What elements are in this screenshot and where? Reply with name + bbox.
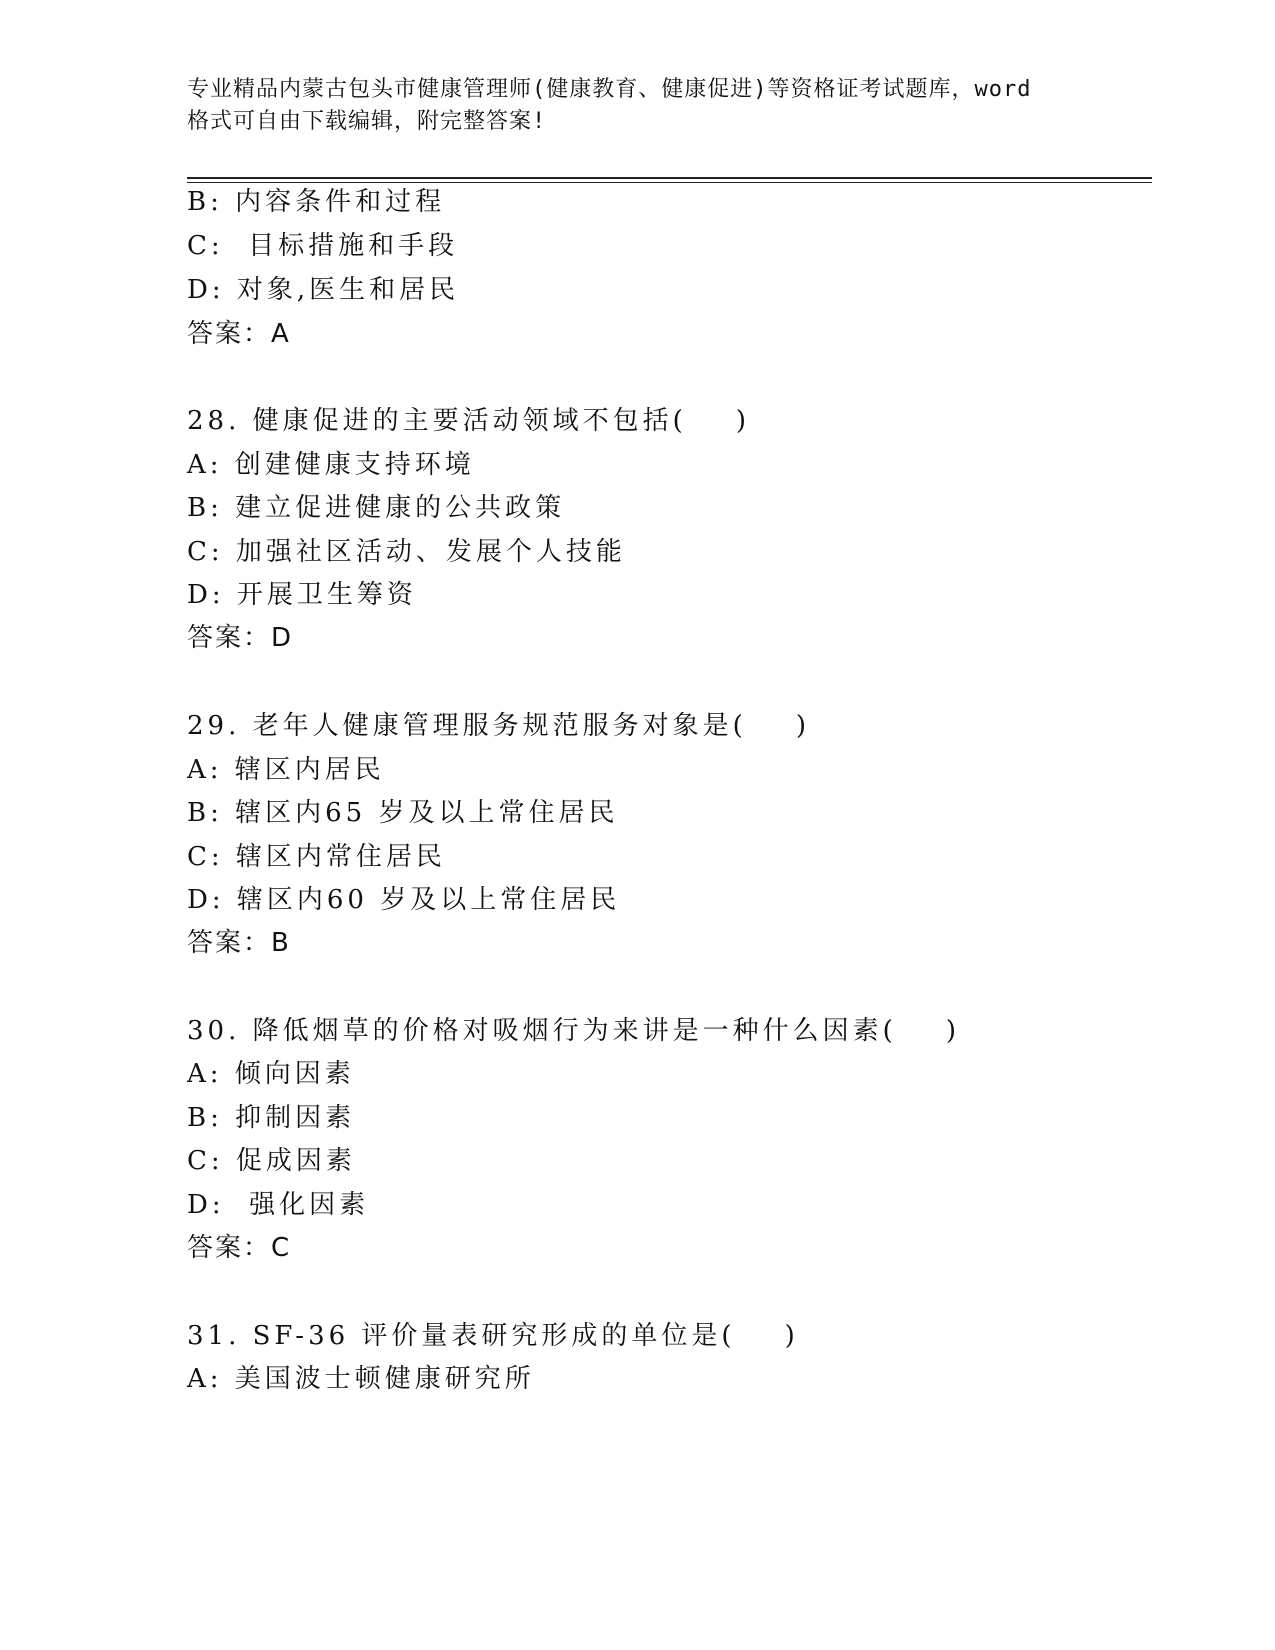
q29-option-a: A: 辖区内居民 <box>187 755 385 785</box>
q30-question: 30. 降低烟草的价格对吸烟行为来讲是一种什么因素( ) <box>187 1016 960 1046</box>
q30-option-b: B: 抑制因素 <box>187 1103 356 1133</box>
q29-option-c: C: 辖区内常住居民 <box>187 842 446 872</box>
q28-option-c: C: 加强社区活动、发展个人技能 <box>187 537 626 567</box>
q29-question: 29. 老年人健康管理服务规范服务对象是( ) <box>187 711 810 741</box>
q29-option-b: B: 辖区内65 岁及以上常住居民 <box>187 798 619 828</box>
header-divider-thick <box>187 177 1152 179</box>
q30-option-c: C: 促成因素 <box>187 1146 356 1176</box>
header-divider-thin <box>187 182 1152 183</box>
q29-answer: 答案：B <box>187 928 291 958</box>
q28-option-d: D: 开展卫生筹资 <box>187 580 417 610</box>
q30-option-d: D: 强化因素 <box>187 1190 370 1220</box>
header-line-1: 专业精品内蒙古包头市健康管理师(健康教育、健康促进)等资格证考试题库，word <box>187 77 1032 102</box>
q28-option-b: B: 建立促进健康的公共政策 <box>187 493 566 523</box>
q30-answer: 答案：C <box>187 1233 292 1263</box>
q31-question: 31. SF-36 评价量表研究形成的单位是( ) <box>187 1321 799 1351</box>
q28-answer: 答案：D <box>187 623 294 653</box>
q29-option-d: D: 辖区内60 岁及以上常住居民 <box>187 885 621 915</box>
q27-option-d: D: 对象,医生和居民 <box>187 275 460 305</box>
q31-option-a: A: 美国波士顿健康研究所 <box>187 1364 535 1394</box>
q28-question: 28. 健康促进的主要活动领域不包括( ) <box>187 406 750 436</box>
q27-option-c: C: 目标措施和手段 <box>187 231 459 261</box>
q28-option-a: A: 创建健康支持环境 <box>187 450 475 480</box>
header-line-2: 格式可自由下载编辑，附完整答案! <box>187 109 547 134</box>
document-header <box>187 74 1087 138</box>
q27-option-b: B: 内容条件和过程 <box>187 187 446 217</box>
q27-answer: 答案：A <box>187 319 291 349</box>
q30-option-a: A: 倾向因素 <box>187 1059 355 1089</box>
